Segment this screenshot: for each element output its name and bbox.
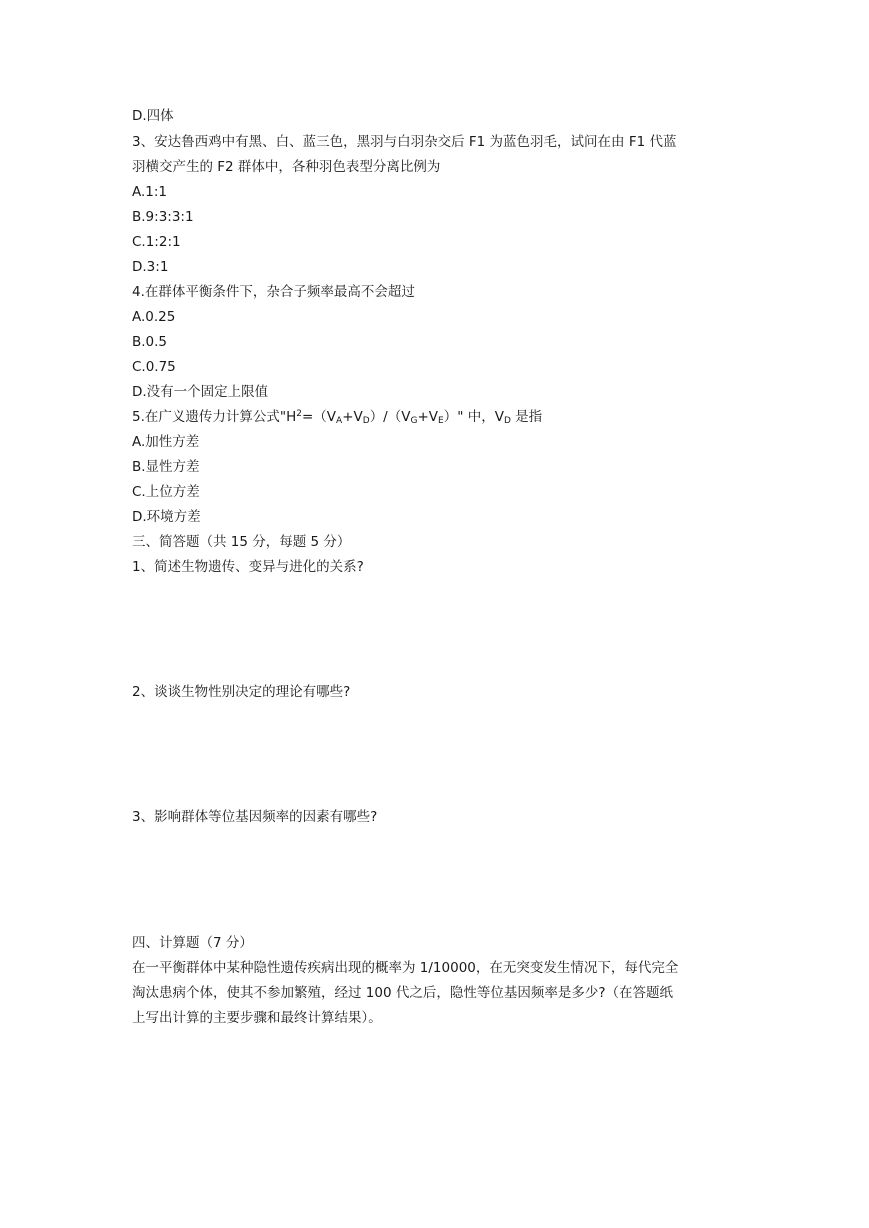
q3-stem-line2: 羽横交产生的 F2 群体中，各种羽色表型分离比例为 bbox=[132, 159, 441, 175]
q5-option-a: A.加性方差 bbox=[132, 434, 200, 450]
q4-option-b: B.0.5 bbox=[132, 334, 168, 350]
q4-option-a: A.0.25 bbox=[132, 309, 176, 325]
q3-option-a: A.1:1 bbox=[132, 184, 168, 200]
short-answer-q1: 1、简述生物遗传、变异与进化的关系? bbox=[132, 559, 364, 575]
q2-option-d: D.四体 bbox=[132, 108, 174, 124]
q3-option-d: D.3:1 bbox=[132, 259, 169, 275]
q5-option-d: D.环境方差 bbox=[132, 509, 201, 525]
section3-heading: 三、简答题（共 15 分，每题 5 分） bbox=[132, 534, 351, 550]
q3-option-b: B.9:3:3:1 bbox=[132, 209, 194, 225]
calc-question-line1: 在一平衡群体中某种隐性遗传疾病出现的概率为 1/10000，在无突变发生情况下，每代完全 bbox=[132, 960, 679, 976]
short-answer-q3: 3、影响群体等位基因频率的因素有哪些? bbox=[132, 809, 378, 825]
q4-option-d: D.没有一个固定上限值 bbox=[132, 384, 269, 400]
q3-option-c: C.1:2:1 bbox=[132, 234, 181, 250]
q5-option-c: C.上位方差 bbox=[132, 484, 200, 500]
q4-option-c: C.0.75 bbox=[132, 359, 176, 375]
section4-heading: 四、计算题（7 分） bbox=[132, 935, 253, 951]
calc-question-line3: 上写出计算的主要步骤和最终计算结果）。 bbox=[132, 1010, 382, 1026]
short-answer-q2: 2、谈谈生物性别决定的理论有哪些? bbox=[132, 684, 351, 700]
q4-stem: 4.在群体平衡条件下，杂合子频率最高不会超过 bbox=[132, 284, 415, 300]
q3-stem-line1: 3、安达鲁西鸡中有黑、白、蓝三色，黑羽与白羽杂交后 F1 为蓝色羽毛，试问在由 F1 代蓝 bbox=[132, 134, 677, 150]
calc-question-line2: 淘汰患病个体，使其不参加繁殖，经过 100 代之后，隐性等位基因频率是多少?（在答题纸 bbox=[132, 985, 674, 1001]
q5-option-b: B.显性方差 bbox=[132, 459, 200, 475]
q5-stem: 5.在广义遗传力计算公式"$H^2=(V_A+V_D)/(V_G+V_E)$" 中，$V_D$ 是指 bbox=[132, 409, 543, 426]
